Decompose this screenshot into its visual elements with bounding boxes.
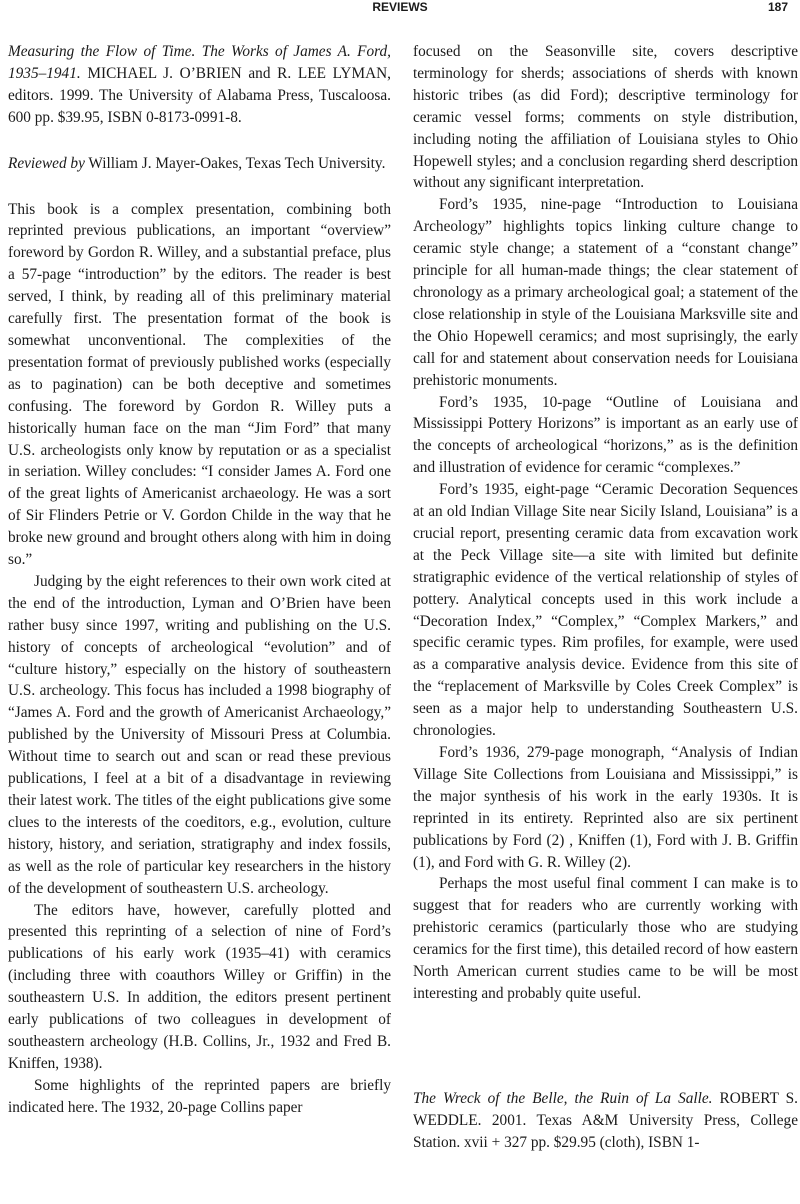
book-details: ROBERT S. WEDDLE. 2001. Texas A&M University Press, College Station. xvii + 327 pp. $29.95 (cloth), ISBN 1- <box>413 1089 798 1151</box>
paragraph: focused on the Seasonville site, covers descriptive terminology for sherds; associations of sherds with known historic tribes (as did Ford); descriptive terminology for ceramic vessel forms; comments on style distribution, including noting the affiliation of Louisiana styles to Ohio Hopewell styles; and a conclusion regarding sherd description without any significant interpretation. <box>413 43 798 192</box>
book-title: The Wreck of the Belle, the Ruin of La Salle. <box>413 1089 713 1107</box>
reviewer-line <box>8 153 391 175</box>
review-citation-measuring-the-flow-of-time <box>8 41 391 129</box>
paragraph: Ford’s 1936, 279-page monograph, “Analysis of Indian Village Site Collections from Louisiana and Mississippi,” is the major synthesis of his work in the early 1930s. It is reprinted in its entirety. Reprinted also are six pertinent publications by Ford (2) , Kniffen (1), Ford with J. B. Griffin (1), and Ford with G. R. Willey (2). <box>413 744 798 871</box>
left-column <box>8 41 391 1119</box>
reviewed-by-label: Reviewed by <box>8 154 85 172</box>
paragraph: Judging by the eight references to their own work cited at the end of the introduction, Lyman and O’Brien have been rather busy since 1997, writing and publishing on the U.S. history of concepts of archeological “evolution” and of “culture history,” especially on the history of southeastern U.S. archeology. This focus has included a 1998 biography of “James A. Ford and the growth of Americanist Archaeology,” published by the University of Missouri Press at Columbia. Without time to search out and scan or read these previous publications, I feel at a bit of a disadvantage in reviewing their latest work. The titles of the eight publications give some clues to the interests of the coeditors, e.g., evolution, culture history, history, and seriation, stratigraphy and index fossils, as well as the role of particular key researchers in the history of the development of southeastern U.S. archeology. <box>8 572 391 897</box>
paragraph: This book is a complex presentation, combining both reprinted previous publications, an important “overview” foreword by Gordon R. Willey, and a substantial preface, plus a 57-page “introduction” by the editors. The reader is best served, I think, by reading all of this preliminary material carefully first. The presentation format of the book is somewhat unconventional. The complexities of the presentation format of previously published works (especially as to pagination) can be both deceptive and sometimes confusing. The foreword by Gordon R. Willey puts a historically human face on the man “Jim Ford” that many U.S. archeologists only know by reputation or as a specialist in seriation. Willey concludes: “I consider James A. Ford one of the great lights of Americanist archaeology. He was a sort of Sir Flinders Petrie or V. Gordon Childe in the way that he broke new ground and brought others along with him in doing so.” <box>8 200 391 569</box>
page-number: 187 <box>767 0 788 14</box>
right-column <box>413 41 798 1154</box>
paragraph: Some highlights of the reprinted papers are briefly indicated here. The 1932, 20-page Collins paper <box>8 1076 391 1116</box>
paragraph: Ford’s 1935, eight-page “Ceramic Decoration Sequences at an old Indian Village Site near Sicily Island, Louisiana” is a crucial report, presenting ceramic data from excavation work at the Peck Village site—a site with limited but definite stratigraphic evidence of the vertical relationship of styles of pottery. Analytical concepts used in this work include a “Decoration Index,” “Complex,” “Complex Markers,” and specific ceramic types. Rim profiles, for example, were used as a comparative analysis device. Evidence from this site of the “replacement of Marksville by Coles Creek Complex” is seen as a major help to understanding Southeastern U.S. chronologies. <box>413 481 798 740</box>
paragraph: Ford’s 1935, nine-page “Introduction to Louisiana Archeology” highlights topics linking culture change to ceramic style change; a statement of a “constant change” principle for all human-made things; the clear statement of chronology as a primary archeological goal; a statement of the close relationship in style of the Louisiana Marksville site and the Ohio Hopewell ceramics; and most suprisingly, the early call for and statement about conservation needs for Louisiana prehistoric monuments. <box>413 196 798 389</box>
paragraph: Ford’s 1935, 10-page “Outline of Louisiana and Mississippi Pottery Horizons” is important as an early use of the concepts of archeological “horizons,” as is the definition and illustration of evidence for ceramic “complexes.” <box>413 393 798 477</box>
running-head <box>0 0 800 16</box>
reviewer-name: William J. Mayer-Oakes, Texas Tech University. <box>84 154 386 172</box>
book-title: Measuring the Flow of Time. The Works of James A. Ford, 1935–1941. <box>8 43 391 82</box>
paragraph: Perhaps the most useful final comment I can make is to suggest that for readers who are currently working with prehistoric ceramics (particularly those who are studying ceramics for the first time), this detailed record of how eastern North American current studies came to be will be most interesting and probably quite useful. <box>413 875 798 1002</box>
paragraph: The editors have, however, carefully plotted and presented this reprinting of a selection of nine of Ford’s publications of his early work (1935–41) with ceramics (including three with coauthors Willey or Griffin) in the southeastern U.S. In addition, the editors present pertinent early publications of two colleagues in development of southeastern archeology (H.B. Collins, Jr., 1932 and Fred B. Kniffen, 1938). <box>8 901 391 1072</box>
running-head-title: REVIEWS <box>372 0 428 14</box>
book-details: MICHAEL J. O’BRIEN and R. LEE LYMAN, editors. 1999. The University of Alabama Press, Tuscaloosa. 600 pp. $39.95, ISBN 0-8173-0991-8. <box>8 64 391 126</box>
review-citation-wreck-of-the-belle <box>413 1088 798 1154</box>
